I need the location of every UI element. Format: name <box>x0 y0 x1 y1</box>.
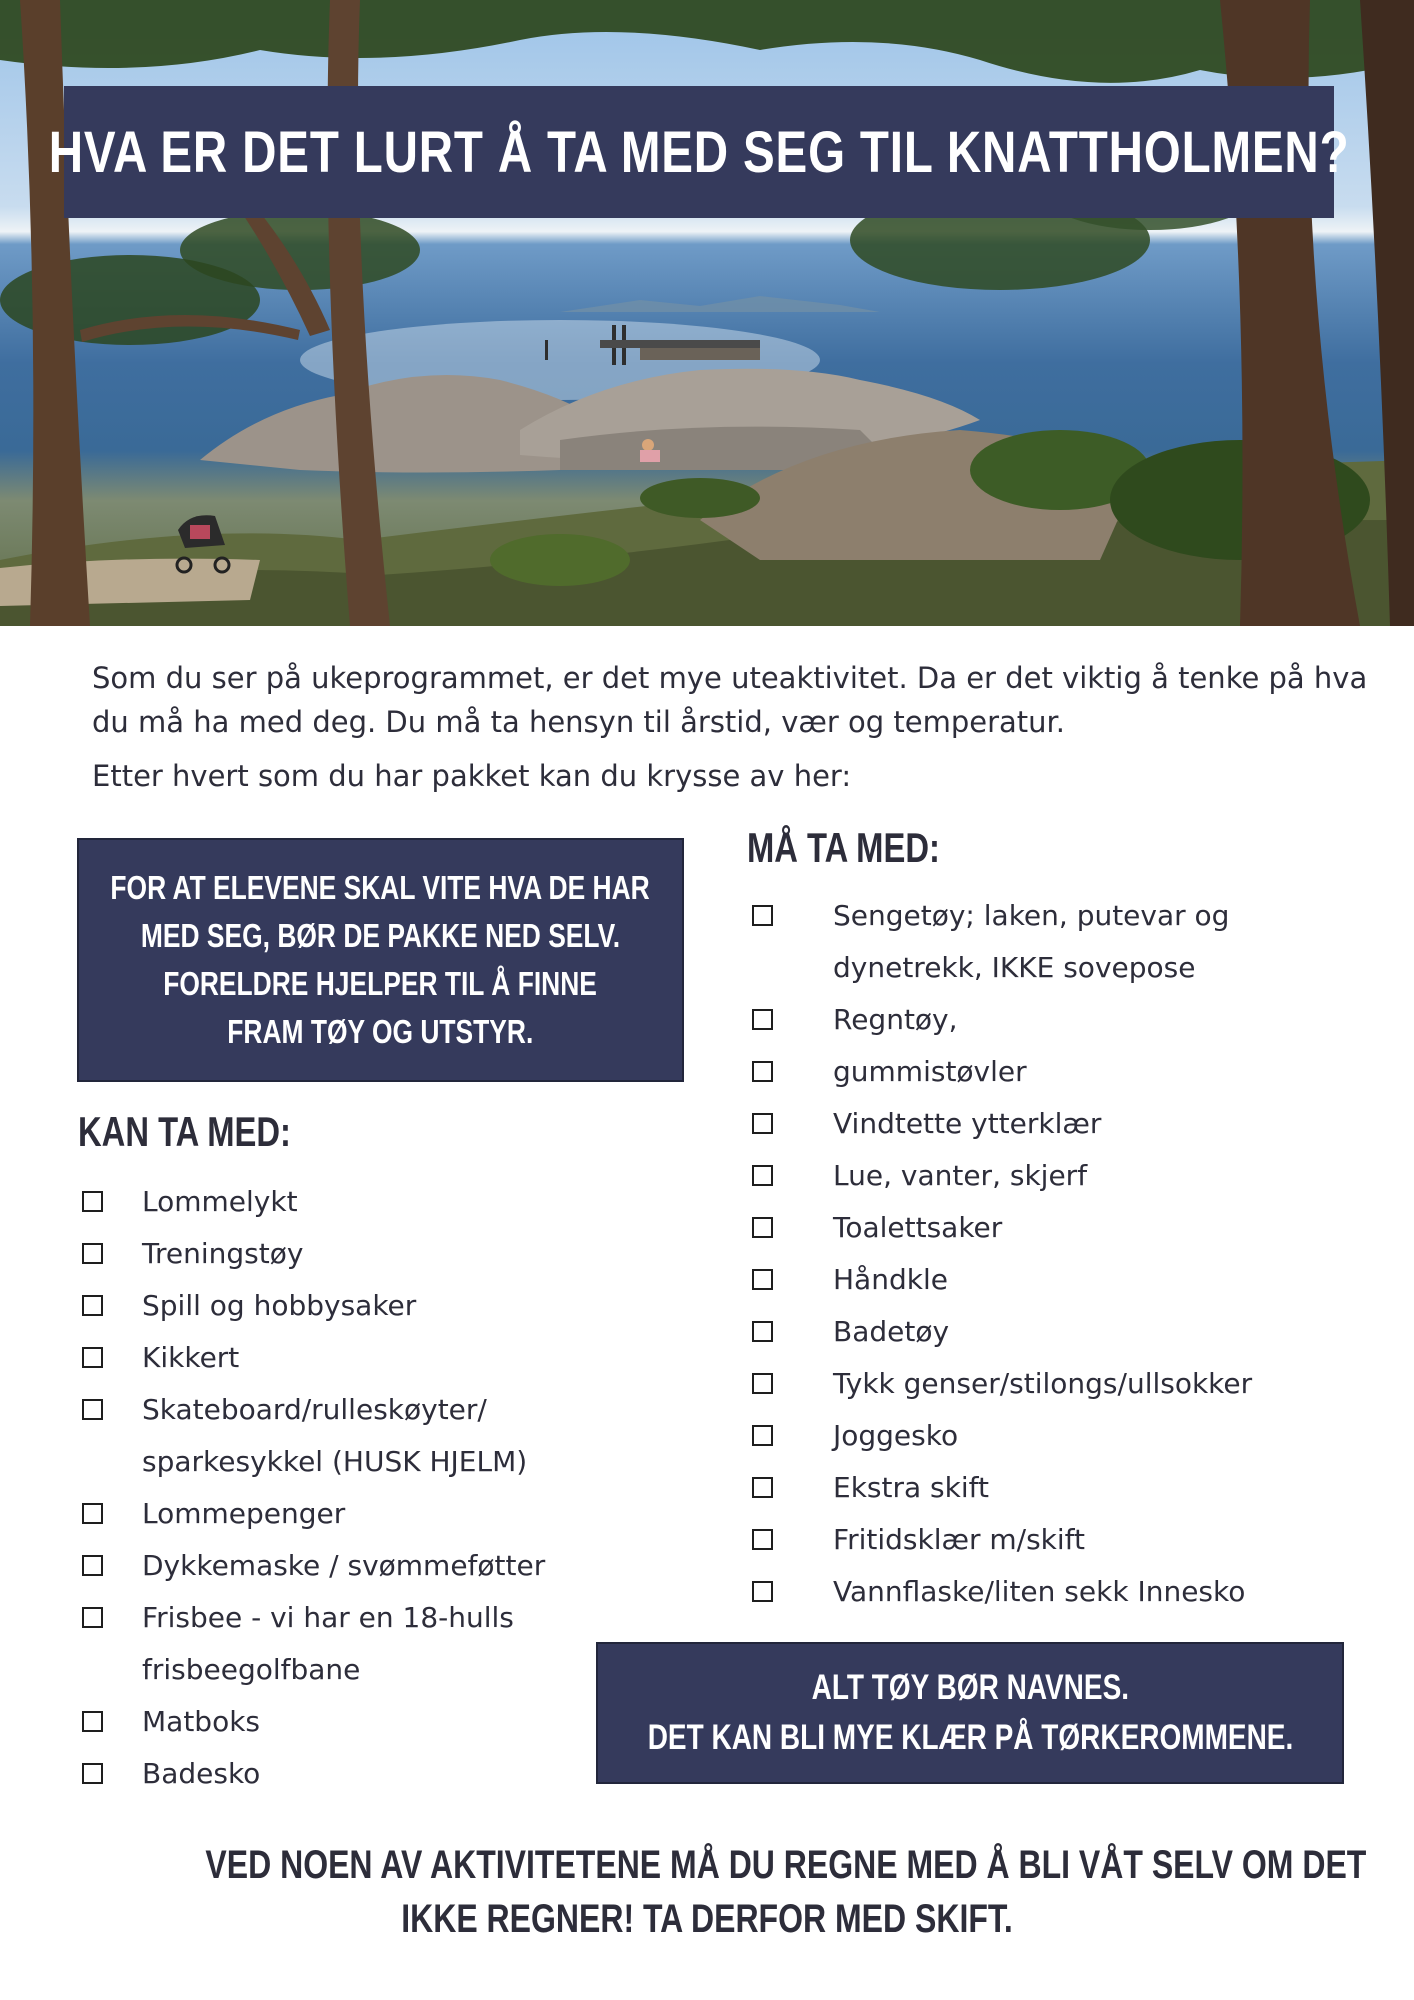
checklist-item-label: Joggesko <box>833 1419 959 1452</box>
callout-line: FOR AT ELEVENE SKAL VITE HVA DE HAR <box>110 869 651 906</box>
checkbox[interactable] <box>752 1321 773 1342</box>
checkbox[interactable] <box>752 1113 773 1134</box>
checkbox[interactable] <box>752 905 773 926</box>
checklist-item <box>748 994 1368 1046</box>
footer-note <box>80 1838 1367 1946</box>
checklist-item-label: Toalettsaker <box>833 1211 1003 1244</box>
checklist-item <box>748 1306 1368 1358</box>
title-banner <box>48 86 1350 218</box>
checklist-item-label: Skateboard/rulleskøyter/ sparkesykkel (HUSK HJELM) <box>142 1393 528 1478</box>
page-title: HVA ER DET LURT Å TA MED SEG TIL KNATTHOLMEN? <box>48 119 1350 185</box>
checkbox[interactable] <box>752 1529 773 1550</box>
kan-ta-med-list <box>78 1176 638 1800</box>
checklist-item-label: Lommelykt <box>142 1185 298 1218</box>
checklist-item-label: Ekstra skift <box>833 1471 989 1504</box>
intro-paragraph: Som du ser på ukeprogrammet, er det mye uteaktivitet. Da er det viktig å tenke på hva du må ha med deg. Du må ta hensyn til årstid, vær og temperatur. <box>92 661 1368 739</box>
checklist-item <box>78 1332 638 1384</box>
checkbox[interactable] <box>82 1399 103 1420</box>
checklist-item-label: gummistøvler <box>833 1055 1027 1088</box>
checklist-item-label: Tykk genser/stilongs/ullsokker <box>833 1367 1253 1400</box>
checklist-item-label: Spill og hobbysaker <box>142 1289 417 1322</box>
checklist-item-label: Badesko <box>142 1757 261 1790</box>
checkbox[interactable] <box>752 1269 773 1290</box>
checkbox[interactable] <box>82 1191 103 1212</box>
callout-line: FRAM TØY OG UTSTYR. <box>227 1013 534 1050</box>
callout-line: ALT TØY BØR NAVNES. <box>811 1668 1129 1707</box>
checklist-item-label: Lue, vanter, skjerf <box>833 1159 1088 1192</box>
checklist-item <box>748 1566 1368 1618</box>
maa-ta-med-heading: MÅ TA MED: <box>747 824 940 871</box>
checkbox[interactable] <box>82 1295 103 1316</box>
hero-photo <box>0 0 1414 626</box>
checklist-item-label: Håndkle <box>833 1263 948 1296</box>
checkbox[interactable] <box>752 1373 773 1394</box>
checklist-item-label: Sengetøy; laken, putevar og dynetrekk, IKKE sovepose <box>833 899 1230 984</box>
callout-clothes-box <box>596 1642 1344 1784</box>
callout-parents-box <box>77 838 684 1082</box>
checklist-item <box>78 1384 562 1488</box>
checklist-item <box>748 890 1303 994</box>
callout-line: FORELDRE HJELPER TIL Å FINNE <box>163 965 598 1002</box>
checklist-item <box>78 1696 638 1748</box>
checklist-item-label: Lommepenger <box>142 1497 346 1530</box>
checklist-item-label: Kikkert <box>142 1341 240 1374</box>
kan-ta-med-heading: KAN TA MED: <box>78 1108 291 1155</box>
checklist-item <box>748 1046 1368 1098</box>
checkbox[interactable] <box>752 1009 773 1030</box>
checklist-item <box>78 1748 638 1800</box>
checklist-item-label: Dykkemaske / svømmeføtter <box>142 1549 546 1582</box>
checkbox[interactable] <box>752 1165 773 1186</box>
checkbox[interactable] <box>752 1581 773 1602</box>
checkbox[interactable] <box>82 1347 103 1368</box>
checklist-item <box>78 1488 638 1540</box>
callout-line: DET KAN BLI MYE KLÆR PÅ TØRKEROMMENE. <box>647 1718 1293 1757</box>
checklist-item-label: Frisbee - vi har en 18-hulls frisbeegolfbane <box>142 1601 514 1686</box>
checklist-item <box>748 1462 1368 1514</box>
checklist-item-label: Regntøy, <box>833 1003 958 1036</box>
checklist-item <box>78 1592 572 1696</box>
checklist-item <box>78 1228 638 1280</box>
checkbox[interactable] <box>82 1555 103 1576</box>
checklist-item <box>78 1540 638 1592</box>
checklist-item <box>748 1150 1368 1202</box>
checkbox[interactable] <box>82 1243 103 1264</box>
checklist-item-label: Matboks <box>142 1705 261 1738</box>
checklist-item <box>748 1410 1368 1462</box>
checkbox[interactable] <box>752 1061 773 1082</box>
checklist-item <box>748 1514 1368 1566</box>
checklist-item-label: Fritidsklær m/skift <box>833 1523 1086 1556</box>
checkbox[interactable] <box>82 1711 103 1732</box>
maa-ta-med-list <box>748 890 1368 1618</box>
checkbox[interactable] <box>82 1503 103 1524</box>
intro-text <box>92 656 1382 808</box>
checkbox[interactable] <box>752 1425 773 1446</box>
intro-instruction: Etter hvert som du har pakket kan du krysse av her: <box>92 759 852 793</box>
checklist-item-label: Badetøy <box>833 1315 950 1348</box>
checklist-item-label: Vannflaske/liten sekk Innesko <box>833 1575 1246 1608</box>
checklist-item <box>748 1202 1368 1254</box>
footer-line: IKKE REGNER! TA DERFOR MED SKIFT. <box>401 1897 1013 1941</box>
checklist-item <box>78 1176 638 1228</box>
checkbox[interactable] <box>82 1607 103 1628</box>
callout-line: MED SEG, BØR DE PAKKE NED SELV. <box>140 917 621 954</box>
checkbox[interactable] <box>752 1477 773 1498</box>
checklist-item-label: Vindtette ytterklær <box>833 1107 1102 1140</box>
checklist-item <box>748 1098 1368 1150</box>
footer-line: VED NOEN AV AKTIVITETENE MÅ DU REGNE MED Å BLI VÅT SELV OM DET <box>205 1843 1367 1887</box>
checklist-item-label: Treningstøy <box>142 1237 304 1270</box>
checkbox[interactable] <box>752 1217 773 1238</box>
checklist-item <box>78 1280 638 1332</box>
checklist-item <box>748 1254 1368 1306</box>
checklist-item <box>748 1358 1368 1410</box>
checkbox[interactable] <box>82 1763 103 1784</box>
